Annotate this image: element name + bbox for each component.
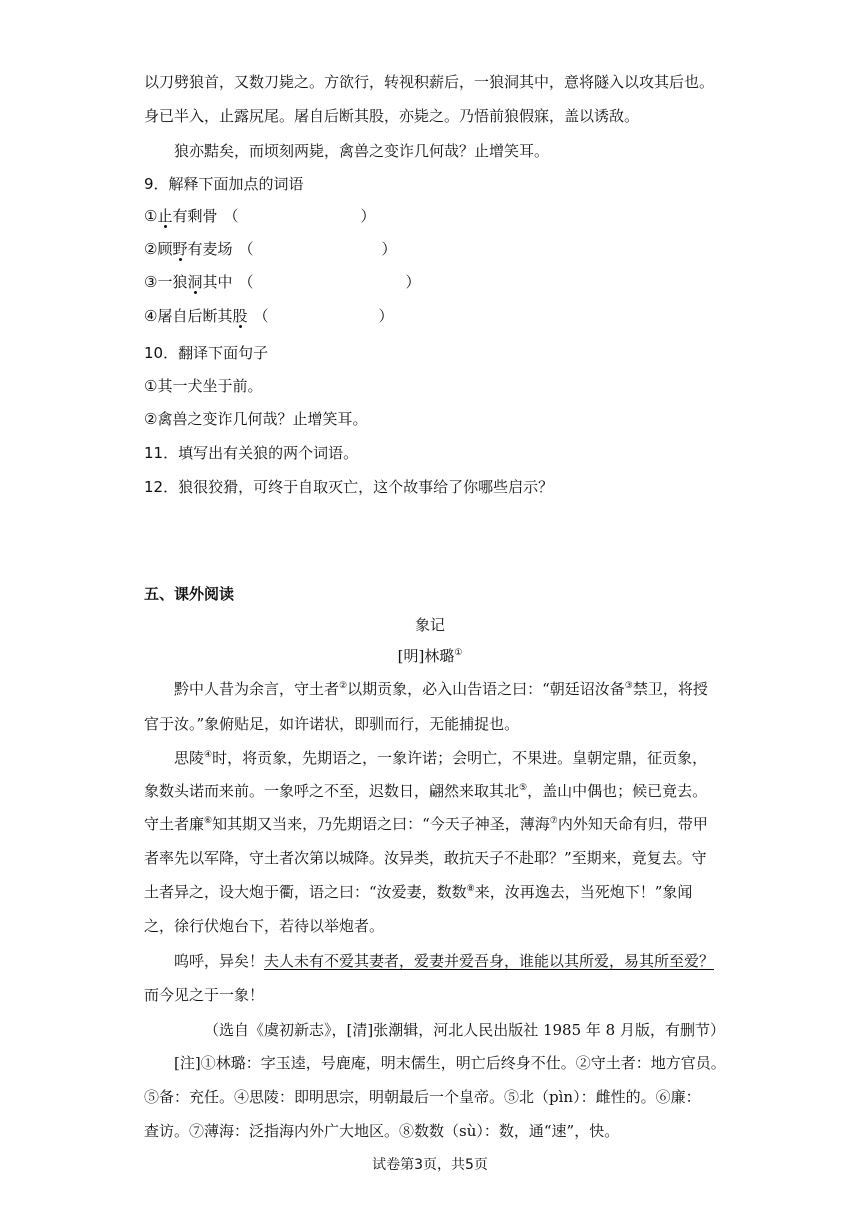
article-author: [明]林璐① [397,647,463,665]
question-10-sentence-1: ①其一犬坐于前。 [144,377,263,395]
dotted-word: 洞 [187,273,203,291]
annotation-line: [注]①林璐：字玉逵，号鹿庵，明末儒生，明亡后终身不仕。②守土者：地方官员。 [174,1054,726,1072]
annotation-line: 查访。⑦薄海：泛指海内外广大地区。⑧数数（sù）：数，通“速”，快。 [144,1122,620,1140]
article-line: 之，徐行伏炮台下，若待以举炮者。 [144,917,385,935]
article-line: 者率先以军降，守土者次第以城降。汝异类，敢抗天子不赴耶？”至期来，竟复去。守 [144,849,707,867]
dotted-word: 股 [232,307,248,325]
article-line: 象数头诺而来前。一象呼之不至，迟数日，翩然来取其北⑤，盖山中偶也；候已竟去。 [144,782,708,800]
passage-line: 狼亦黠矣，而顷刻两毙，禽兽之变诈几何哉？止增笑耳。 [174,142,550,160]
passage-line: 身已半入，止露尻尾。屠自后断其股，亦毙之。乃悟前狼假寐，盖以诱敌。 [144,107,640,125]
article-line: 思陵④时，将贡象，先期语之，一象许诺；会明亡，不果进。皇朝定鼎，征贡象， [174,749,708,767]
article-title: 象记 [414,616,445,634]
question-10-title: 10．翻译下面句子 [144,344,269,362]
question-9-item-1: ①止有剩骨 （ ） [144,207,376,225]
article-line: 守土者廉⑥知其期又当来，乃先期语之曰：“今天子神圣，薄海⑦内外知天命有归，带甲 [144,815,708,833]
question-9-title: 9．解释下面加点的词语 [144,175,304,193]
article-line: 黔中人昔为余言，守土者②以期贡象，必入山告语之曰：“朝廷诏汝备③禁卫，将授 [174,680,708,698]
page-footer: 试卷第3页，共5页 [372,1157,488,1173]
article-line: 呜呼，异矣！夫人未有不爱其妻者，爱妻并爱吾身，谁能以其所爱，易其所至爱？ [174,952,715,970]
question-12: 12．狼很狡猾，可终于自取灭亡，这个故事给了你哪些启示？ [144,478,554,496]
article-line: 官于汝。”象俯贴足，如许诺状，即驯而行，无能捕捉也。 [144,715,520,733]
dotted-word: 野 [172,240,188,258]
section-5-heading: 五、课外阅读 [144,585,235,603]
question-9-item-2: ②顾野有麦场 （ ） [144,240,397,258]
article-line: 而今见之于一象！ [144,986,265,1004]
annotation-line: ⑤备：充任。④思陵：即明思宗，明朝最后一个皇帝。⑤北（pìn）：雌性的。⑥廉： [144,1088,701,1106]
question-9-item-3: ③一狼洞其中 （ ） [144,273,421,291]
article-source: （选自《虞初新志》，[清]张潮辑，河北人民出版社 1985 年 8 月版，有删节） [204,1021,725,1039]
passage-line: 以刀劈狼首，又数刀毙之。方欲行，转视积薪后，一狼洞其中，意将隧入以攻其后也。 [144,73,715,91]
question-10-sentence-2: ②禽兽之变诈几何哉？止增笑耳。 [144,410,368,428]
article-line: 土者异之，设大炮于衢，语之曰：“汝爱妻，数数⑧来，汝再逸去，当死炮下！”象闻 [144,883,693,901]
question-11: 11．填写出有关狼的两个词语。 [144,444,359,462]
question-9-item-4: ④屠自后断其股 （ ） [144,307,394,325]
dotted-word: 止 [157,207,173,225]
underlined-sentence: 夫人未有不爱其妻者，爱妻并爱吾身，谁能以其所爱，易其所至爱？ [264,952,715,970]
